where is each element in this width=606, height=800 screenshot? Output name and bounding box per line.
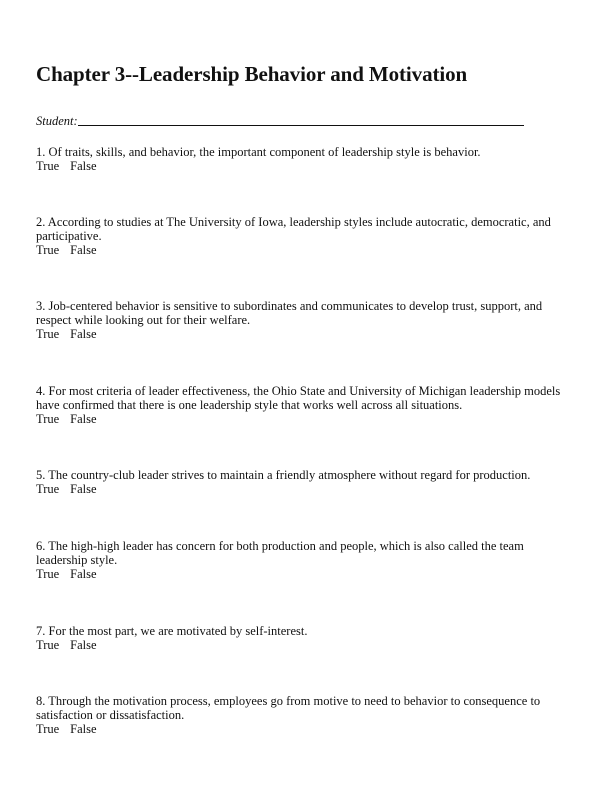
answer-options [36,482,566,496]
question-text: 2. According to studies at The University of Iowa, leadership styles include autocratic, democratic, and participative. [36,215,551,243]
question-text: 4. For most criteria of leader effectiveness, the Ohio State and University of Michigan leadership models have confirmed that there is one leadership style that works well across all situations. [36,384,561,412]
option-true: True [36,243,60,257]
page-title: Chapter 3--Leadership Behavior and Motivation [36,62,468,86]
question-text: 3. Job-centered behavior is sensitive to subordinates and communicates to develop trust, support, and respect while looking out for their welfare. [36,299,543,327]
question-6 [36,539,566,581]
option-true: True [36,722,60,736]
question-2 [36,215,566,257]
answer-options [36,327,566,341]
option-false: False [70,327,97,341]
answer-options [36,412,566,426]
student-blank-line [78,125,524,126]
option-false: False [70,482,97,496]
question-1 [36,145,566,173]
question-4 [36,384,566,426]
question-text: 6. The high-high leader has concern for both production and people, which is also called the team leadership style. [36,539,524,567]
option-true: True [36,638,60,652]
question-text: 1. Of traits, skills, and behavior, the important component of leadership style is behavior. [36,145,481,159]
question-7 [36,624,566,652]
question-3 [36,299,566,341]
student-field [36,114,526,130]
question-text: 8. Through the motivation process, employees go from motive to need to behavior to consequence to satisfaction or dissatisfaction. [36,694,541,722]
option-false: False [70,638,97,652]
answer-options [36,243,566,257]
question-text: 7. For the most part, we are motivated by self-interest. [36,624,308,638]
question-8 [36,694,566,736]
answer-options [36,159,566,173]
question-text: 5. The country-club leader strives to maintain a friendly atmosphere without regard for production. [36,468,531,482]
option-false: False [70,159,97,173]
option-false: False [70,722,97,736]
option-false: False [70,567,97,581]
answer-options [36,567,566,581]
option-false: False [70,412,97,426]
student-label: Student: [36,114,78,128]
answer-options [36,638,566,652]
option-true: True [36,482,60,496]
option-true: True [36,412,60,426]
option-true: True [36,159,60,173]
option-true: True [36,567,60,581]
option-false: False [70,243,97,257]
answer-options [36,722,566,736]
question-5 [36,468,566,496]
option-true: True [36,327,60,341]
